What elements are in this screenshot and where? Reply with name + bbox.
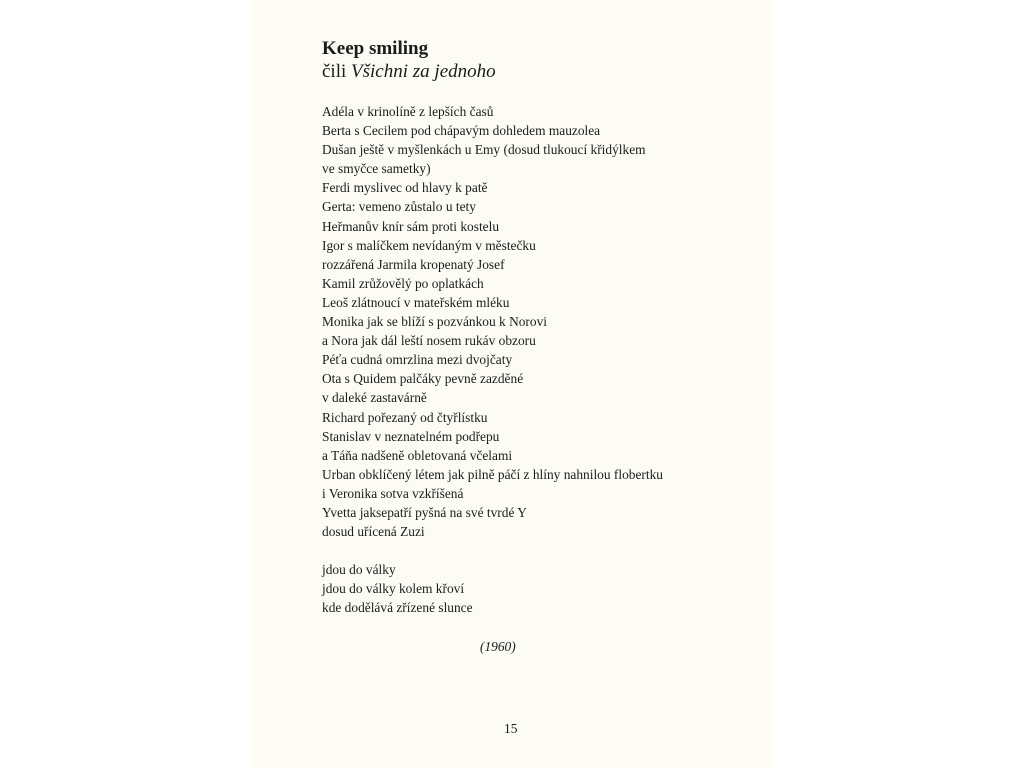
poem-line: rozzářená Jarmila kropenatý Josef bbox=[322, 256, 505, 272]
poem-line: Igor s malíčkem nevídaným v městečku bbox=[322, 237, 536, 253]
poem-line: Ota s Quidem palčáky pevně zazděné bbox=[322, 371, 524, 387]
poem-title: Keep smiling bbox=[322, 38, 429, 59]
book-page bbox=[252, 0, 772, 768]
poem-line: v daleké zastavárně bbox=[322, 390, 427, 406]
poem-line: Dušan ještě v myšlenkách u Emy (dosud tlukoucí křidýlkem bbox=[322, 142, 646, 158]
poem-line: a Táňa nadšeně obletovaná včelami bbox=[322, 447, 513, 463]
subtitle-italic: Všichni za jednoho bbox=[351, 61, 496, 82]
subtitle-prefix: čili bbox=[322, 61, 352, 82]
poem-line: jdou do války kolem křoví bbox=[322, 581, 465, 597]
poem-line: Heřmanův knír sám proti kostelu bbox=[322, 218, 500, 234]
poem-line: Stanislav v neznatelném podřepu bbox=[322, 428, 500, 444]
poem-line: Richard pořezaný od čtyřlístku bbox=[322, 409, 488, 425]
poem-line: jdou do války bbox=[322, 562, 396, 577]
poem-line: Leoš zlátnoucí v mateřském mléku bbox=[322, 294, 510, 310]
poem-line: Urban obklíčený létem jak pilně páčí z hlíny nahnilou flobertku bbox=[322, 466, 663, 482]
poem-stanza-2 bbox=[322, 560, 473, 617]
poem-line: Kamil zrůžovělý po oplatkách bbox=[322, 275, 484, 291]
poem-line: Adéla v krinolíně z lepších časů bbox=[322, 104, 494, 119]
poem-line: Monika jak se blíží s pozvánkou k Norovi bbox=[322, 314, 547, 330]
poem-date: (1960) bbox=[480, 639, 516, 654]
poem-line: Péťa cudná omrzlina mezi dvojčaty bbox=[322, 352, 513, 368]
poem-line: i Veronika sotva vzkříšená bbox=[322, 485, 464, 501]
poem-line: a Nora jak dál leští nosem rukáv obzoru bbox=[322, 333, 536, 349]
poem-line: Gerta: vemeno zůstalo u tety bbox=[322, 199, 476, 215]
poem-line: kde dodělává zřízené slunce bbox=[322, 600, 473, 616]
poem-stanza-1 bbox=[322, 102, 663, 541]
poem-subtitle bbox=[322, 61, 496, 83]
poem-line: Berta s Cecilem pod chápavým dohledem mauzolea bbox=[322, 123, 601, 139]
page-number: 15 bbox=[504, 721, 518, 736]
poem-line: Yvetta jaksepatří pyšná na své tvrdé Y bbox=[322, 504, 527, 520]
poem-line: Ferdi myslivec od hlavy k patě bbox=[322, 180, 488, 196]
poem-line: ve smyčce sametky) bbox=[322, 161, 431, 177]
poem-line: dosud uřícená Zuzi bbox=[322, 524, 425, 540]
